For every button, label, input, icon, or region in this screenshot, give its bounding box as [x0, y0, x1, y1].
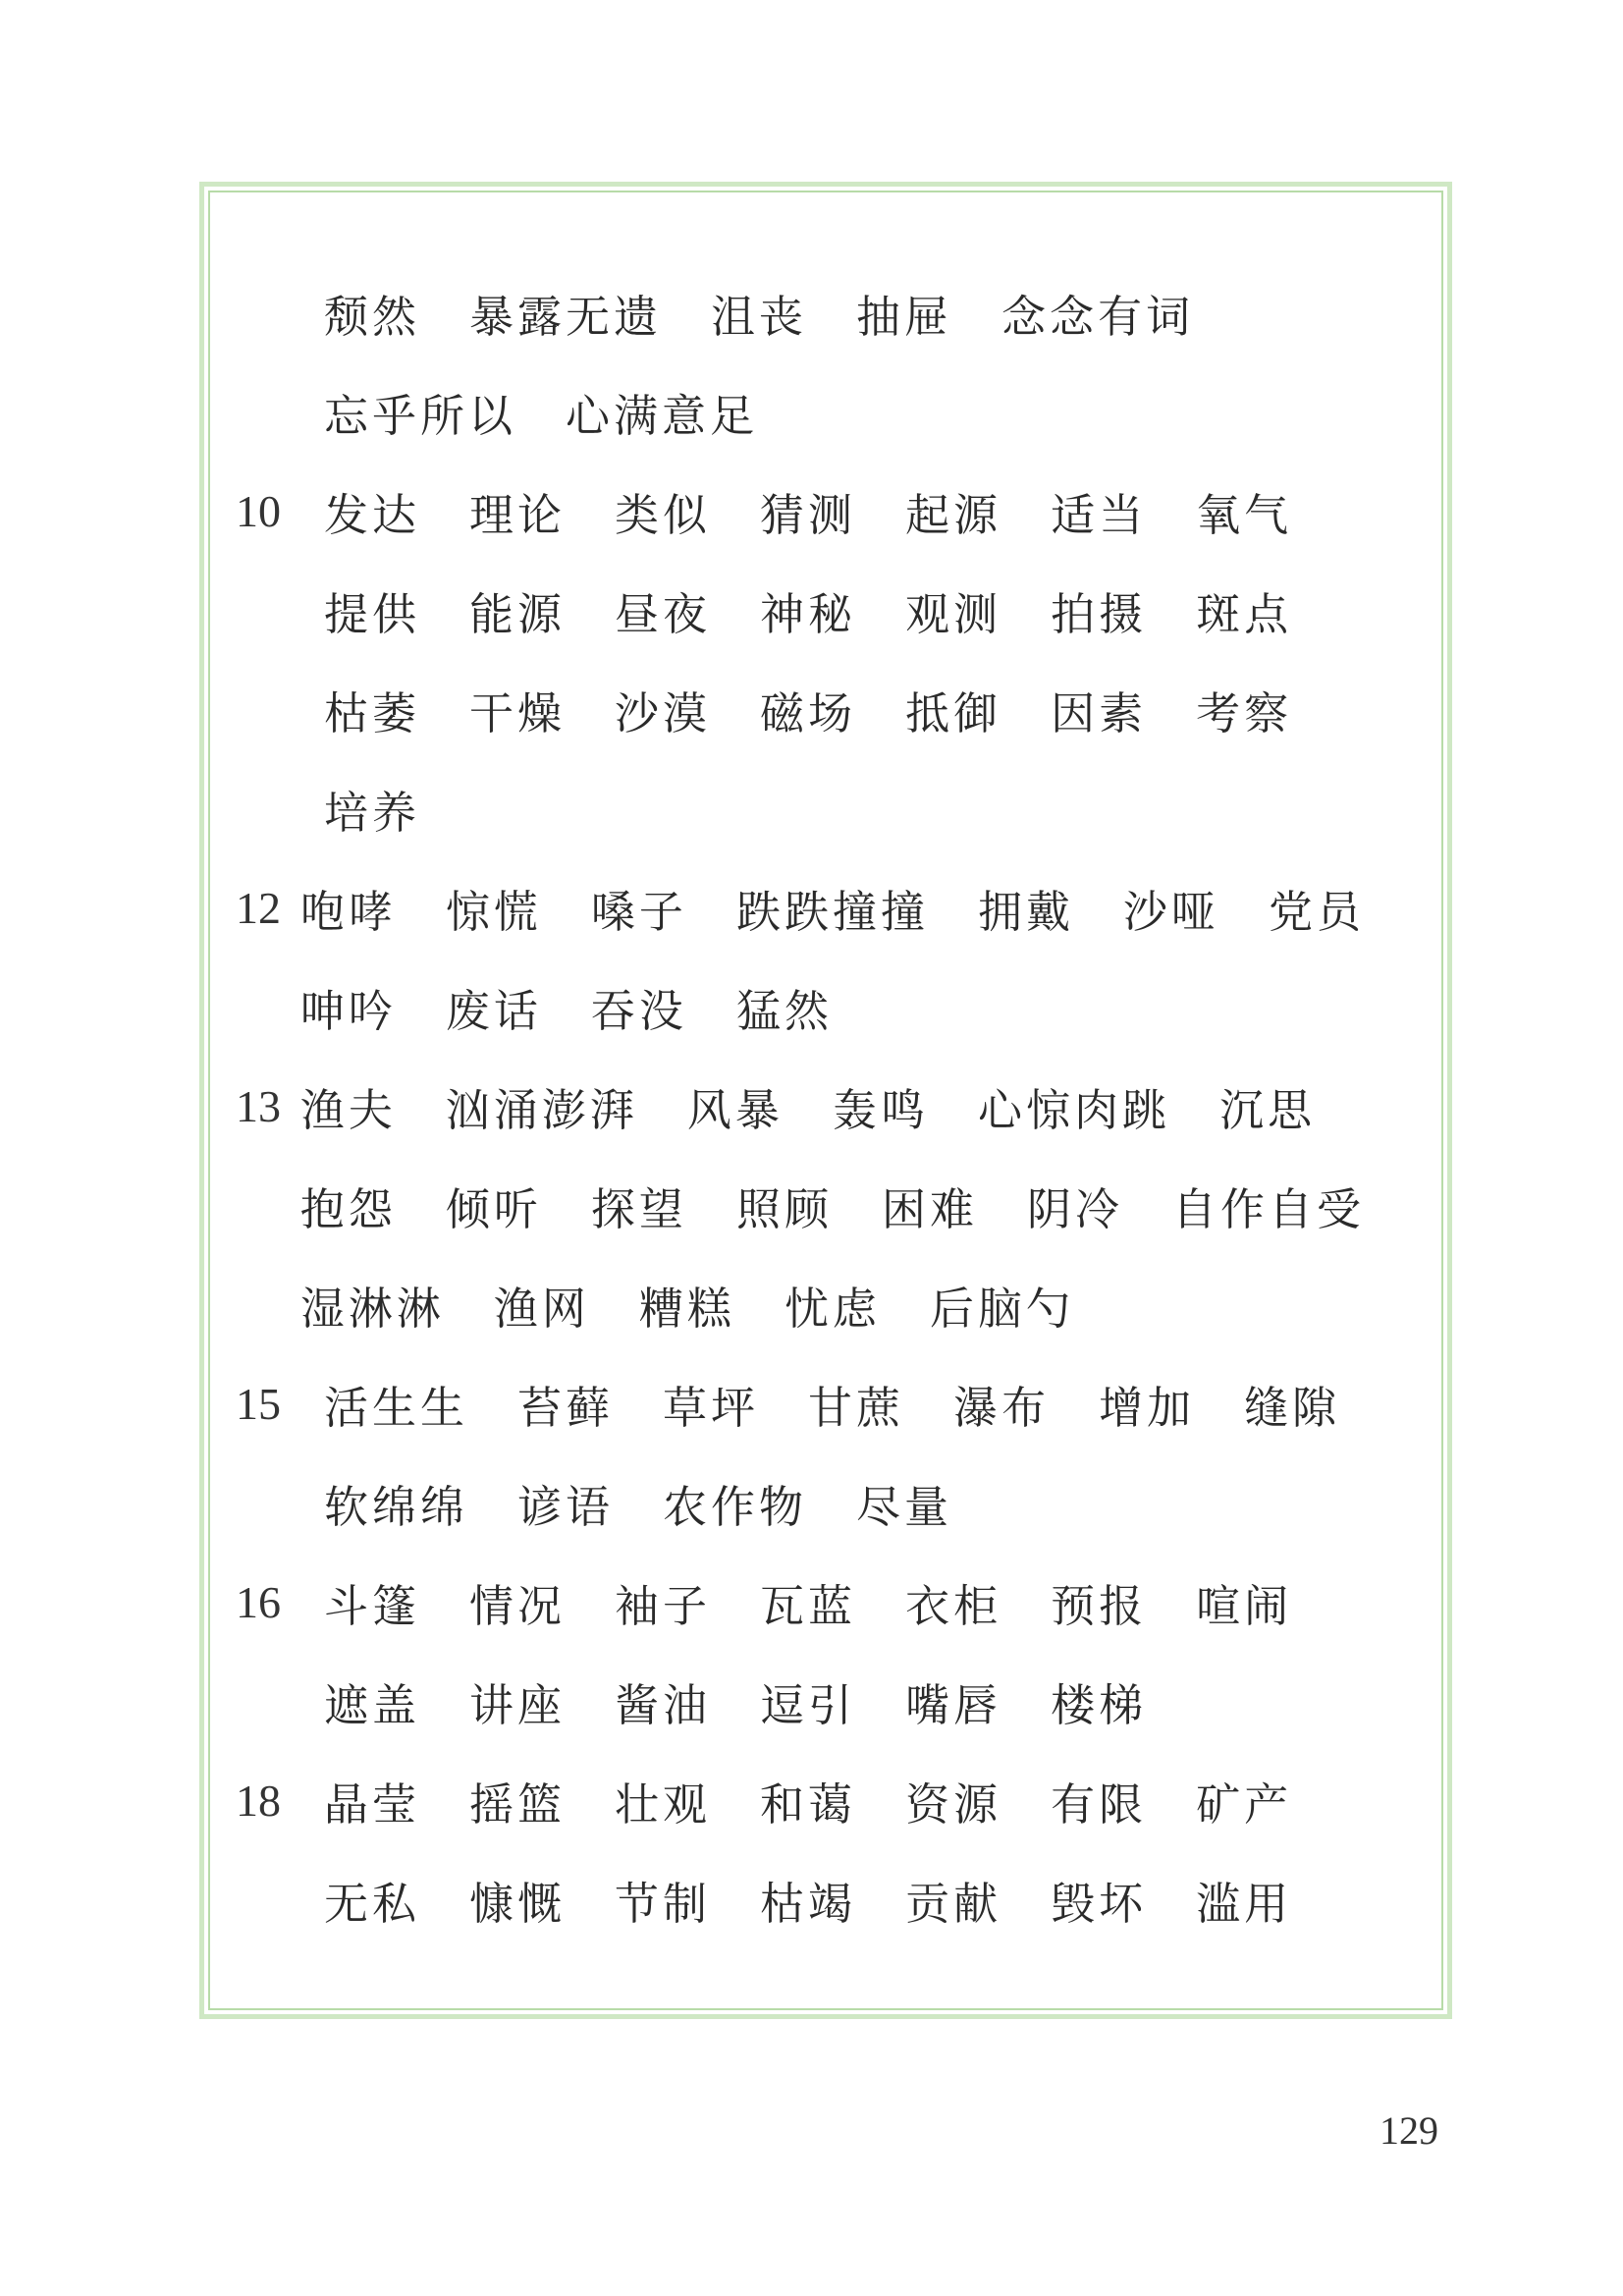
vocabulary-word: 慷慨 — [469, 1878, 567, 1930]
vocabulary-word: 自作自受 — [1171, 1183, 1365, 1235]
vocabulary-word: 阴冷 — [1026, 1183, 1123, 1235]
vocabulary-word: 枯萎 — [324, 687, 421, 739]
word-line — [324, 362, 1414, 462]
vocabulary-word: 斑点 — [1196, 588, 1293, 640]
word-line — [300, 1156, 1414, 1255]
vocabulary-word: 类似 — [615, 489, 712, 541]
vocabulary-word: 瓦蓝 — [760, 1580, 857, 1632]
vocabulary-word: 困难 — [881, 1183, 978, 1235]
vocabulary-word: 能源 — [469, 588, 567, 640]
vocabulary-word: 嘴唇 — [905, 1679, 1002, 1731]
vocabulary-word: 探望 — [590, 1183, 687, 1235]
lesson-block — [236, 462, 1414, 858]
word-line — [300, 957, 1414, 1057]
vocabulary-word: 轰鸣 — [832, 1084, 929, 1136]
vocabulary-word: 昼夜 — [615, 588, 712, 640]
vocabulary-word: 糟糕 — [638, 1283, 735, 1335]
lesson-number: 16 — [236, 1577, 281, 1627]
vocabulary-word: 呻吟 — [299, 985, 397, 1037]
vocabulary-word: 倾听 — [445, 1183, 542, 1235]
vocabulary-word: 提供 — [324, 588, 421, 640]
vocabulary-word: 观测 — [905, 588, 1002, 640]
vocabulary-word: 汹涌澎湃 — [445, 1084, 638, 1136]
vocabulary-word: 甘蔗 — [808, 1382, 905, 1434]
vocabulary-word: 草坪 — [663, 1382, 760, 1434]
vocabulary-word: 氧气 — [1196, 489, 1293, 541]
vocabulary-word: 废话 — [445, 985, 542, 1037]
vocabulary-word: 考察 — [1196, 687, 1293, 739]
vocabulary-word: 无私 — [324, 1878, 421, 1930]
lesson-word-lines — [324, 1553, 1414, 1751]
vocabulary-word: 沉思 — [1218, 1084, 1316, 1136]
word-line — [324, 462, 1414, 561]
vocabulary-word: 干燥 — [469, 687, 567, 739]
vocabulary-word: 资源 — [905, 1778, 1002, 1831]
lesson-word-lines — [324, 263, 1414, 462]
word-line — [300, 1057, 1414, 1156]
vocabulary-word: 遮盖 — [324, 1679, 421, 1731]
vocabulary-word: 照顾 — [735, 1183, 833, 1235]
vocabulary-word: 贡献 — [905, 1878, 1002, 1930]
lesson-block — [236, 1553, 1414, 1751]
vocabulary-word: 因素 — [1051, 687, 1148, 739]
word-line — [324, 561, 1414, 660]
vocabulary-word: 缝隙 — [1244, 1382, 1341, 1434]
word-line — [324, 1553, 1414, 1652]
word-line — [324, 759, 1414, 858]
vocabulary-word: 念念有词 — [1001, 291, 1195, 343]
vocabulary-word: 心满意足 — [566, 390, 759, 442]
vocabulary-word: 酱油 — [615, 1679, 712, 1731]
vocabulary-word: 神秘 — [760, 588, 857, 640]
vocabulary-word: 渔夫 — [299, 1084, 397, 1136]
word-line — [324, 1453, 1414, 1553]
vocabulary-word: 节制 — [615, 1878, 712, 1930]
vocabulary-word: 沙漠 — [615, 687, 712, 739]
vocabulary-word: 矿产 — [1196, 1778, 1293, 1831]
lesson-word-lines — [324, 462, 1414, 858]
vocabulary-word: 抽屉 — [856, 291, 953, 343]
vocabulary-word: 抵御 — [905, 687, 1002, 739]
word-line — [324, 660, 1414, 759]
vocabulary-word: 颓然 — [324, 291, 421, 343]
vocabulary-word: 猛然 — [735, 985, 833, 1037]
lesson-block — [236, 858, 1414, 1057]
lesson-number: 18 — [236, 1776, 281, 1826]
vocabulary-word: 楼梯 — [1051, 1679, 1148, 1731]
lesson-word-lines — [300, 858, 1414, 1057]
lesson-word-lines — [324, 1354, 1414, 1553]
vocabulary-word: 适当 — [1051, 489, 1148, 541]
vocabulary-word: 沙哑 — [1122, 886, 1219, 938]
vocabulary-word: 逗引 — [760, 1679, 857, 1731]
vocabulary-word: 喧闹 — [1196, 1580, 1293, 1632]
vocabulary-word: 风暴 — [686, 1084, 784, 1136]
vocabulary-word: 拥戴 — [977, 886, 1074, 938]
vocabulary-word: 增加 — [1099, 1382, 1196, 1434]
vocabulary-word: 情况 — [469, 1580, 567, 1632]
vocabulary-word: 尽量 — [856, 1481, 953, 1533]
vocabulary-word: 暴露无遗 — [469, 291, 663, 343]
vocabulary-word: 衣柜 — [905, 1580, 1002, 1632]
vocabulary-word: 渔网 — [493, 1283, 590, 1335]
vocabulary-word: 活生生 — [324, 1382, 469, 1434]
word-line — [300, 858, 1414, 957]
word-line — [324, 263, 1414, 362]
vocabulary-word: 苔藓 — [517, 1382, 615, 1434]
vocabulary-word: 壮观 — [615, 1778, 712, 1831]
vocabulary-word: 谚语 — [517, 1481, 615, 1533]
lesson-number: 12 — [236, 883, 281, 933]
vocabulary-word: 跌跌撞撞 — [735, 886, 929, 938]
vocabulary-word: 吞没 — [590, 985, 687, 1037]
vocabulary-word: 起源 — [905, 489, 1002, 541]
vocabulary-word: 软绵绵 — [324, 1481, 469, 1533]
vocabulary-word: 后脑勺 — [929, 1283, 1074, 1335]
lesson-number — [236, 263, 324, 462]
vocabulary-word: 毁坏 — [1051, 1878, 1148, 1930]
word-line — [324, 1354, 1414, 1453]
vocabulary-word: 晶莹 — [324, 1778, 421, 1831]
vocabulary-list — [236, 263, 1414, 1949]
vocabulary-word: 和蔼 — [760, 1778, 857, 1831]
vocabulary-word: 心惊肉跳 — [977, 1084, 1170, 1136]
vocabulary-word: 有限 — [1051, 1778, 1148, 1831]
word-line — [324, 1850, 1414, 1949]
lesson-word-lines — [324, 1751, 1414, 1949]
vocabulary-word: 忧虑 — [784, 1283, 881, 1335]
lesson-number: 10 — [236, 486, 281, 536]
lesson-block — [236, 1057, 1414, 1354]
lesson-block — [236, 263, 1414, 462]
vocabulary-word: 培养 — [324, 787, 421, 839]
vocabulary-word: 嗓子 — [590, 886, 687, 938]
word-line — [324, 1652, 1414, 1751]
vocabulary-word: 抱怨 — [299, 1183, 397, 1235]
vocabulary-word: 袖子 — [615, 1580, 712, 1632]
vocabulary-word: 拍摄 — [1051, 588, 1148, 640]
vocabulary-word: 摇篮 — [469, 1778, 567, 1831]
vocabulary-word: 猜测 — [760, 489, 857, 541]
lesson-block — [236, 1354, 1414, 1553]
lesson-block — [236, 1751, 1414, 1949]
vocabulary-word: 沮丧 — [711, 291, 808, 343]
vocabulary-word: 农作物 — [663, 1481, 808, 1533]
word-line — [324, 1751, 1414, 1850]
page-number: 129 — [1380, 2108, 1438, 2153]
vocabulary-word: 枯竭 — [760, 1878, 857, 1930]
vocabulary-word: 理论 — [469, 489, 567, 541]
vocabulary-word: 党员 — [1268, 886, 1365, 938]
vocabulary-word: 发达 — [324, 489, 421, 541]
vocabulary-word: 咆哮 — [299, 886, 397, 938]
vocabulary-word: 忘乎所以 — [324, 390, 517, 442]
vocabulary-word: 磁场 — [760, 687, 857, 739]
vocabulary-word: 湿淋淋 — [299, 1283, 445, 1335]
vocabulary-word: 惊慌 — [445, 886, 542, 938]
lesson-number: 15 — [236, 1379, 281, 1429]
vocabulary-word: 斗篷 — [324, 1580, 421, 1632]
vocabulary-word: 瀑布 — [953, 1382, 1051, 1434]
lesson-word-lines — [300, 1057, 1414, 1354]
word-line — [300, 1255, 1414, 1354]
lesson-number: 13 — [236, 1081, 281, 1131]
vocabulary-word: 讲座 — [469, 1679, 567, 1731]
vocabulary-word: 滥用 — [1196, 1878, 1293, 1930]
vocabulary-word: 预报 — [1051, 1580, 1148, 1632]
